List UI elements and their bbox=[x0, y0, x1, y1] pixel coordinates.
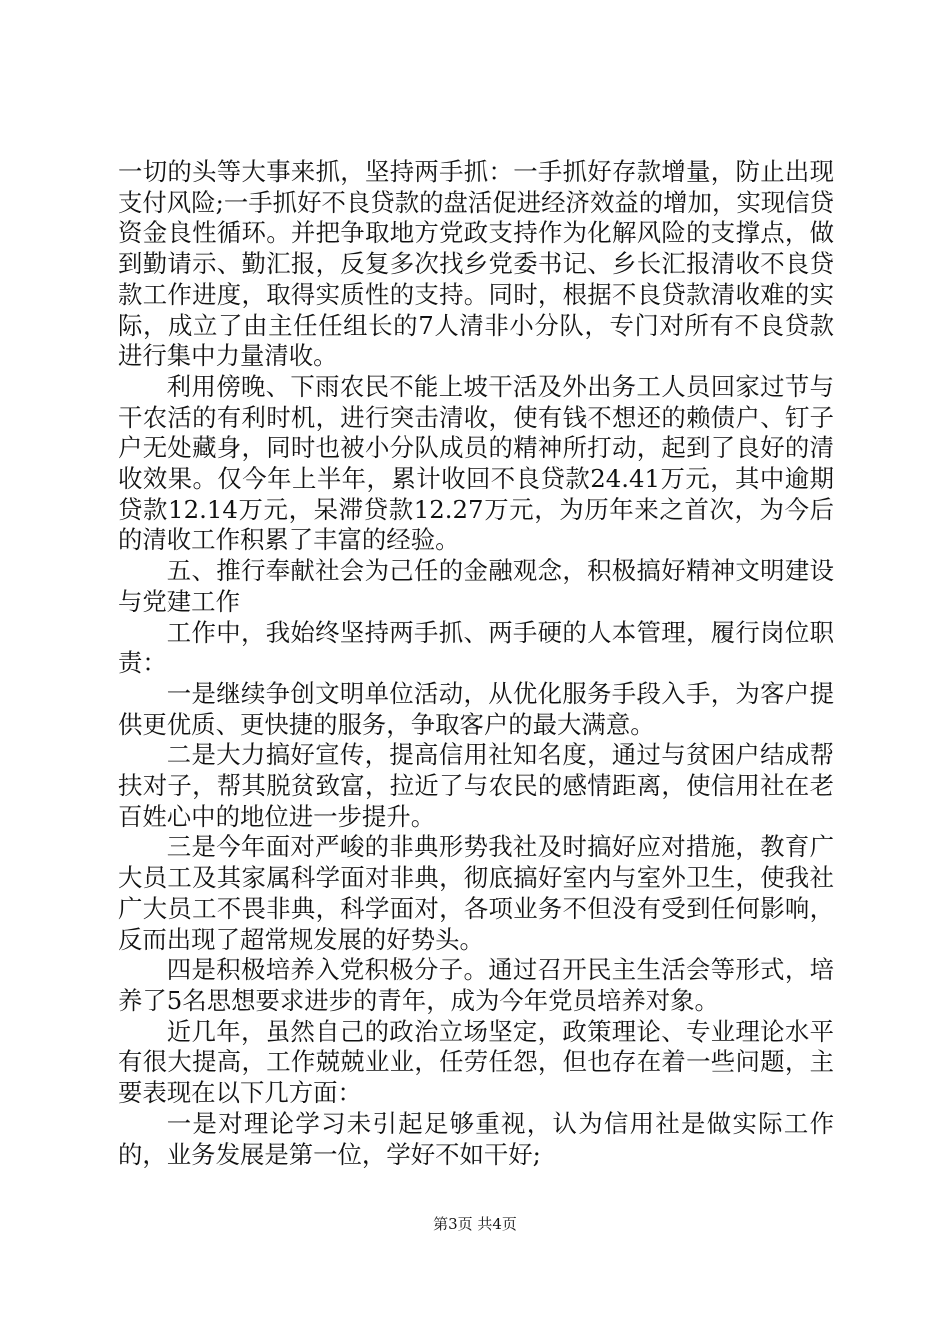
document-body bbox=[118, 157, 834, 1170]
body-paragraph: 一切的头等大事来抓，坚持两手抓：一手抓好存款增量，防止出现支付风险;一手抓好不良贷款的盘活促进经济效益的增加，实现信贷资金良性循环。并把争取地方党政支持作为化解风险的支撑点，做到勤请示、勤汇报，反复多次找乡党委书记、乡长汇报清收不良贷款工作进度，取得实质性的支持。同时，根据不良贷款清收难的实际，成立了由主任任组长的7人清非小分队，专门对所有不良贷款进行集中力量清收。 bbox=[118, 157, 834, 371]
body-paragraph: 一是对理论学习未引起足够重视，认为信用社是做实际工作的，业务发展是第一位，学好不如干好; bbox=[118, 1108, 834, 1169]
body-paragraph: 工作中，我始终坚持两手抓、两手硬的人本管理，履行岗位职责： bbox=[118, 617, 834, 678]
body-paragraph: 四是积极培养入党积极分子。通过召开民主生活会等形式，培养了5名思想要求进步的青年，成为今年党员培养对象。 bbox=[118, 955, 834, 1015]
section-heading: 五、推行奉献社会为己任的金融观念，积极搞好精神文明建设与党建工作 bbox=[118, 556, 834, 616]
page-number-footer: 第3页 共4页 bbox=[433, 1215, 517, 1233]
body-paragraph: 三是今年面对严峻的非典形势我社及时搞好应对措施，教育广大员工及其家属科学面对非典，彻底搞好室内与室外卫生，使我社广大员工不畏非典，科学面对，各项业务不但没有受到任何影响，反而出现了超常规发展的好势头。 bbox=[118, 832, 834, 954]
body-paragraph: 一是继续争创文明单位活动，从优化服务手段入手，为客户提供更优质、更快捷的服务，争取客户的最大满意。 bbox=[118, 678, 834, 739]
body-paragraph: 利用傍晚、下雨农民不能上坡干活及外出务工人员回家过节与干农活的有利时机，进行突击清收，使有钱不想还的赖债户、钉子户无处藏身，同时也被小分队成员的精神所打动，起到了良好的清收效果。仅今年上半年，累计收回不良贷款24.41万元，其中逾期贷款12.14万元，呆滞贷款12.27万元，为历年来之首次，为今后的清收工作积累了丰富的经验。 bbox=[118, 371, 834, 555]
body-paragraph: 近几年，虽然自己的政治立场坚定，政策理论、专业理论水平有很大提高，工作兢兢业业，任劳任怨，但也存在着一些问题，主要表现在以下几方面： bbox=[118, 1016, 834, 1108]
body-paragraph: 二是大力搞好宣传，提高信用社知名度，通过与贫困户结成帮扶对子，帮其脱贫致富，拉近了与农民的感情距离，使信用社在老百姓心中的地位进一步提升。 bbox=[118, 740, 834, 831]
